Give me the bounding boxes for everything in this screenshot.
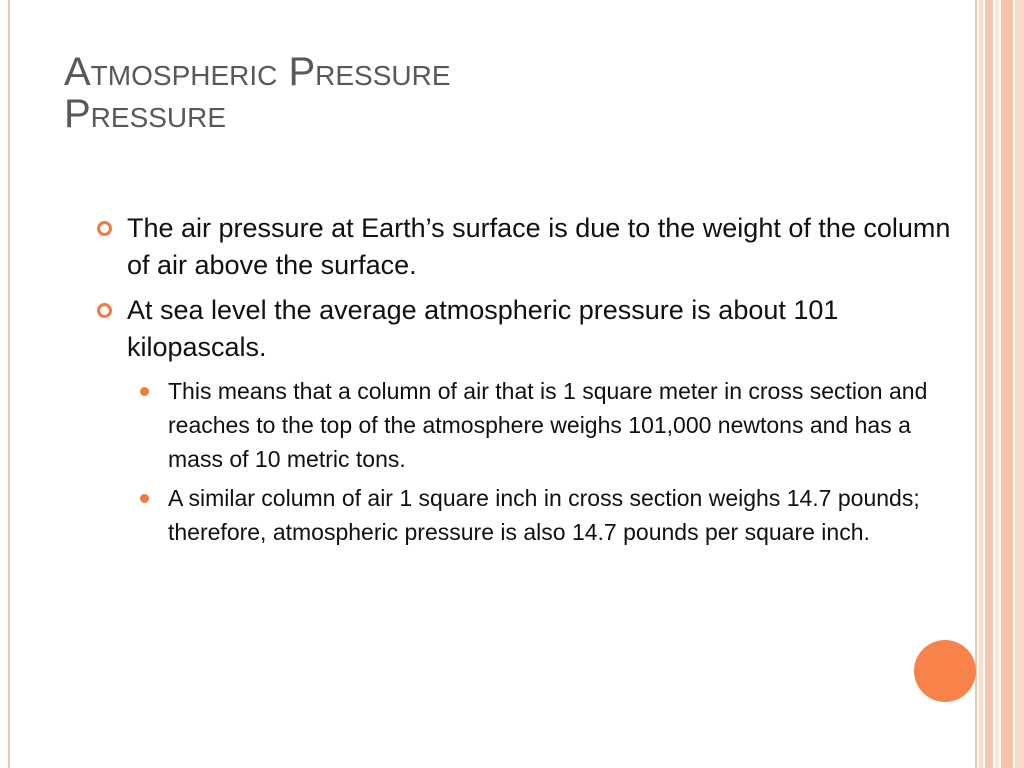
bullet-text: The air pressure at Earth’s surface is due to the weight of the column of air above the surface. [127,213,951,280]
slide-title: Atmospheric Pressure [64,50,451,94]
dot-bullet-icon [140,494,149,503]
bullet-item [97,210,957,284]
decorative-stripe [1001,0,1013,768]
bullet-item [97,292,957,366]
decorative-stripe [995,0,999,768]
circle-bullet-icon [97,221,112,236]
decorative-stripe [979,0,983,768]
slide-title-block [64,48,451,138]
bullet-text: At sea level the average atmospheric pressure is about 101 kilopascals. [127,295,839,362]
circle-bullet-icon [97,303,112,318]
decorative-circle [914,640,976,702]
sub-bullet-text: A similar column of air 1 square inch in cross section weighs 14.7 pounds; therefore, atmospheric pressure is also 14.7 pounds per square inch. [168,485,920,545]
decorative-stripe [985,0,993,768]
sub-bullet-item [140,374,948,476]
sub-bullet-item [140,481,948,549]
dot-bullet-icon [140,387,149,396]
decorative-stripe [1015,0,1024,768]
sub-bullet-text: This means that a column of air that is 1 square meter in cross section and reaches to the top of the atmosphere weighs 101,000 newtons and has a mass of 10 metric tons. [168,378,928,472]
slide-content [97,210,957,554]
slide-subtitle: Pressure [64,92,227,136]
